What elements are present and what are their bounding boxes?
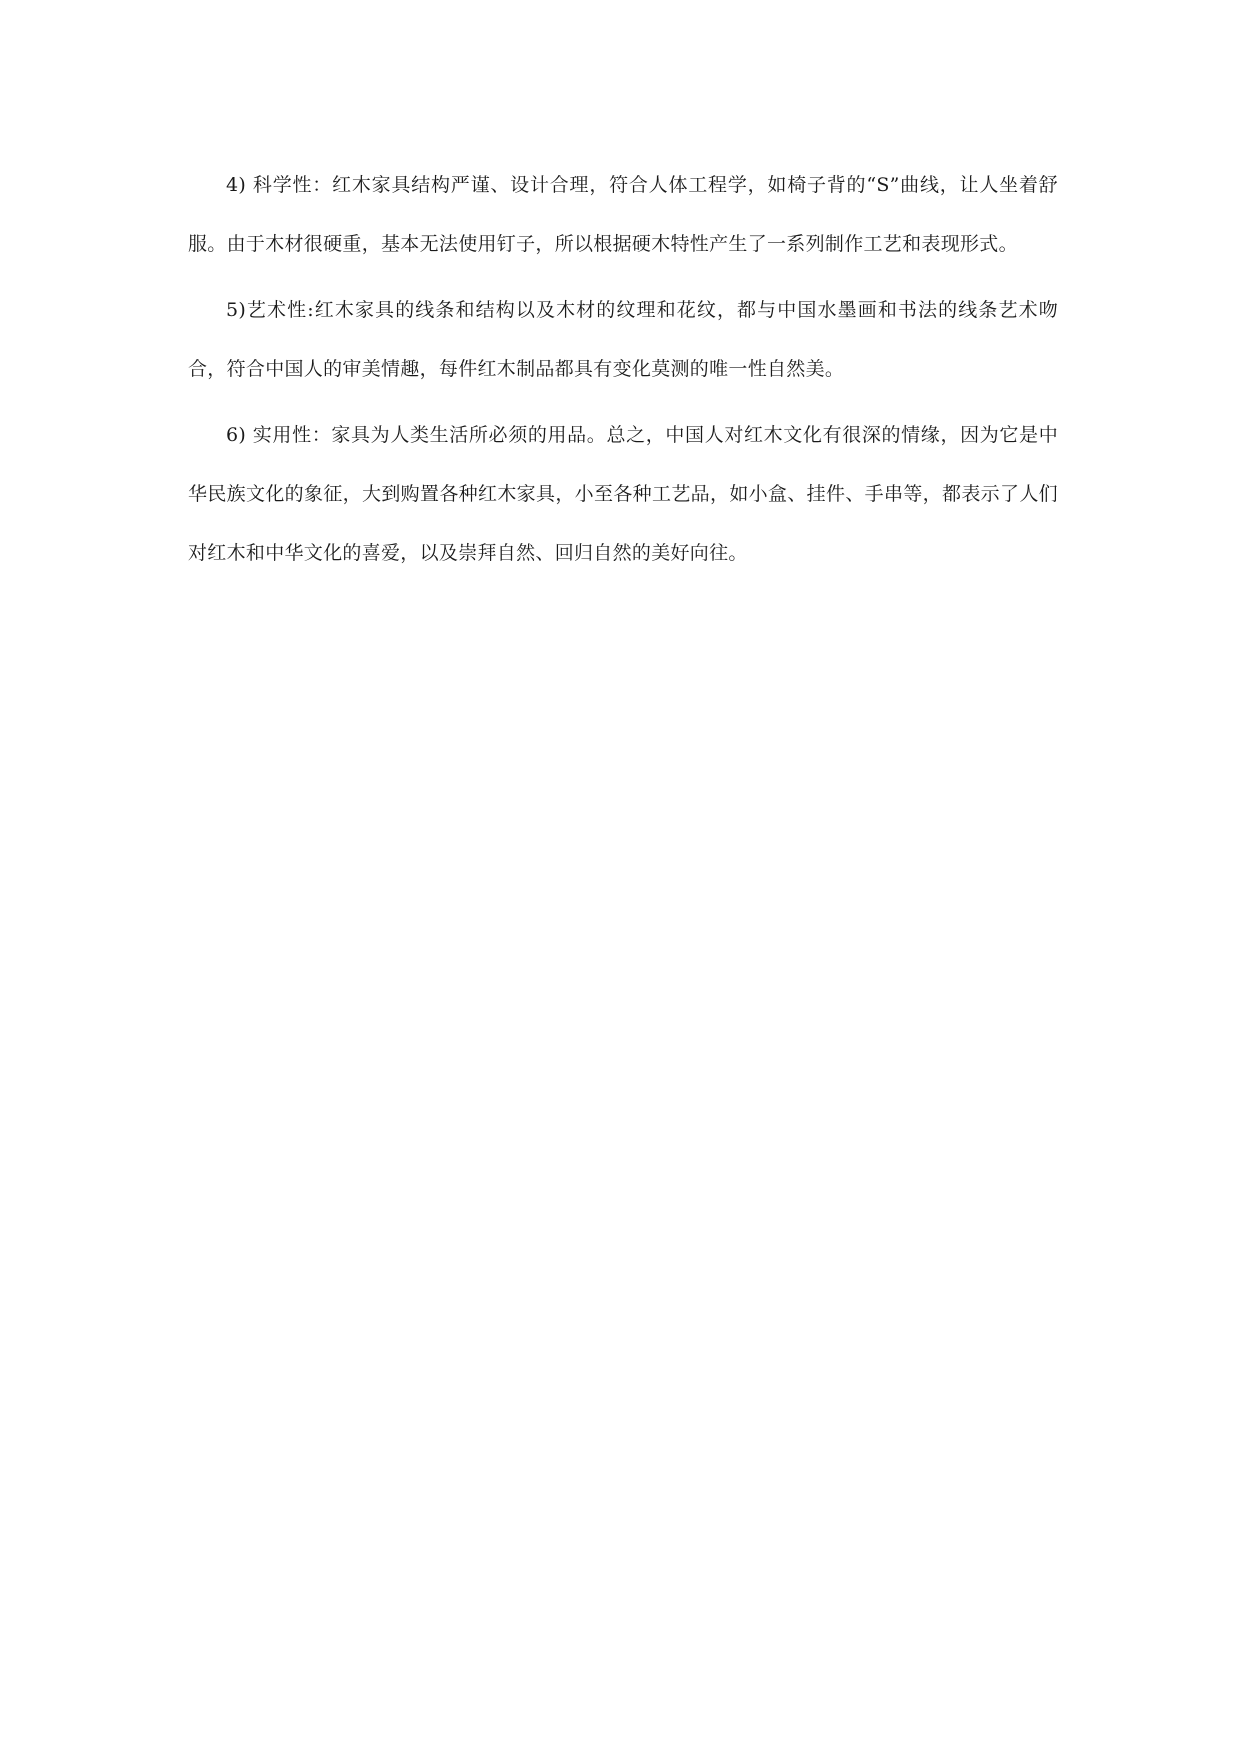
paragraph-scientific: 4) 科学性：红木家具结构严谨、设计合理，符合人体工程学，如椅子背的“S”曲线，让人坐着舒服。由于木材很硬重，基本无法使用钉子，所以根据硬木特性产生了一系列制作工艺和表现形式。 <box>188 174 1058 255</box>
paragraph-artistic: 5)艺术性:红木家具的线条和结构以及木材的纹理和花纹，都与中国水墨画和书法的线条艺术吻合，符合中国人的审美情趣，每件红木制品都具有变化莫测的唯一性自然美。 <box>188 299 1058 380</box>
document-body <box>188 156 1058 590</box>
paragraph-practical: 6) 实用性：家具为人类生活所必须的用品。总之，中国人对红木文化有很深的情缘，因为它是中华民族文化的象征，大到购置各种红木家具，小至各种工艺品，如小盒、挂件、手串等，都表示了人们对红木和中华文化的喜爱，以及崇拜自然、回归自然的美好向往。 <box>188 424 1058 564</box>
